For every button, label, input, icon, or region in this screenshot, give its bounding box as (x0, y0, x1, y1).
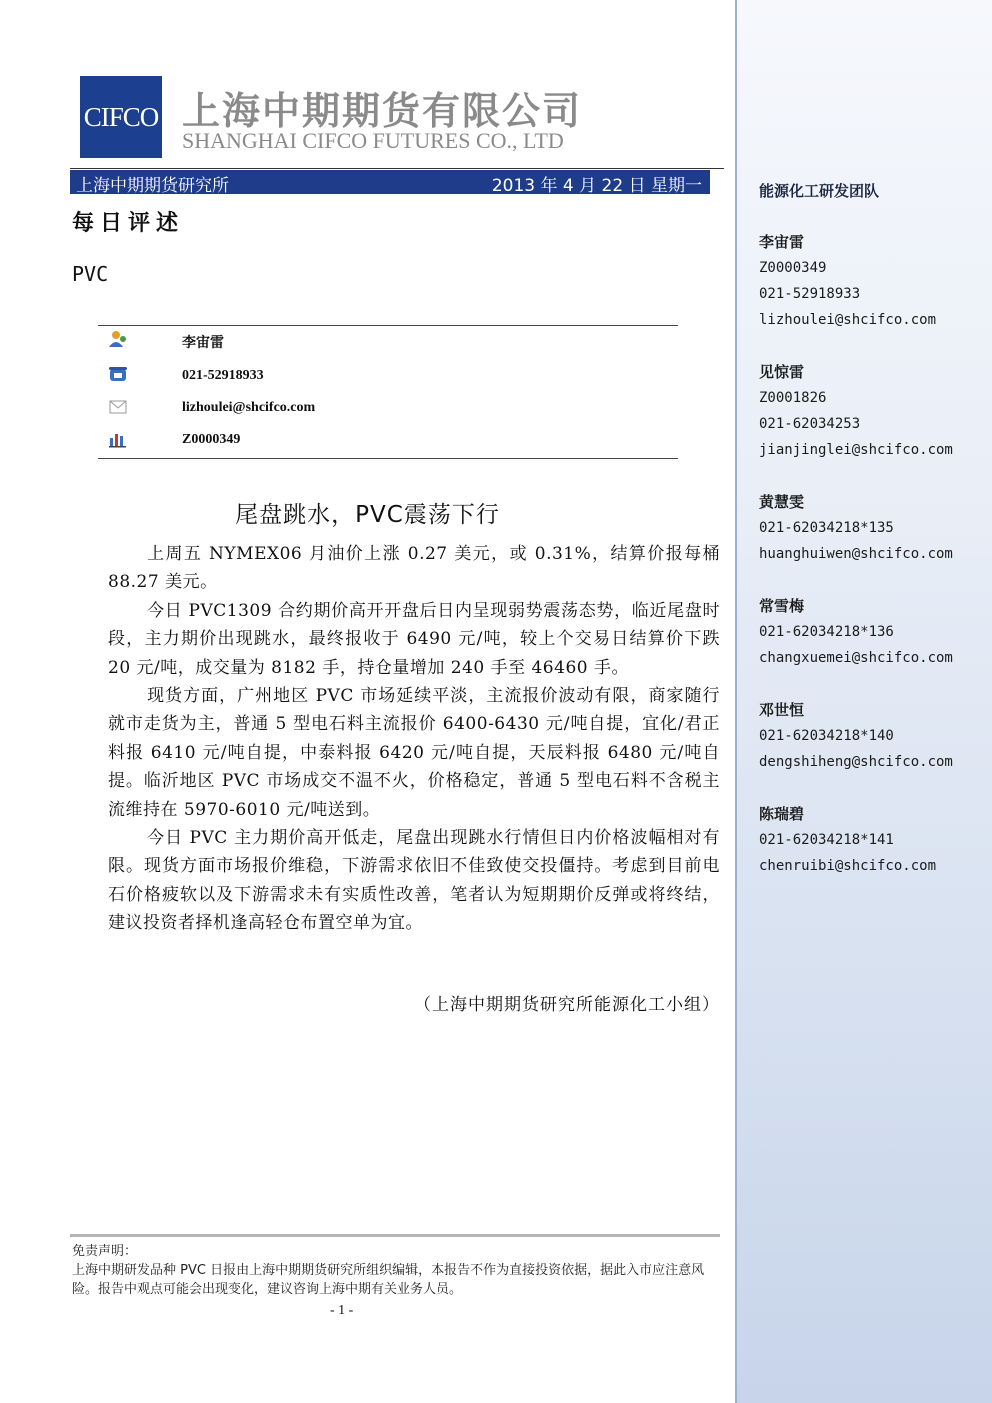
member-email: dengshiheng@shcifco.com (759, 754, 953, 770)
contact-divider-bottom (98, 458, 678, 459)
member-name: 见惊雷 (759, 363, 805, 381)
member-email: huanghuiwen@shcifco.com (759, 546, 953, 562)
team-member (759, 489, 953, 567)
contact-phone: 021-52918933 (182, 368, 264, 383)
team-member (759, 229, 936, 333)
article-signature: （上海中期期货研究所能源化工小组） (414, 995, 720, 1015)
disclaimer-title: 免责声明： (72, 1244, 138, 1259)
team-member (759, 593, 953, 671)
disclaimer-text: 上海中期研发品种 PVC 日报由上海中期期货研究所组织编辑，本报告不作为直接投资依据，据此入市应注意风险。报告中观点可能会出现变化，建议咨询上海中期有关业务人员。 (72, 1263, 705, 1297)
header-divider (70, 168, 724, 169)
contact-license: Z0000349 (182, 432, 241, 447)
company-name-en: SHANGHAI CIFCO FUTURES CO., LTD (182, 128, 564, 153)
institute-name: 上海中期期货研究所 (76, 176, 229, 196)
phone-icon (108, 366, 128, 384)
team-member (759, 697, 953, 775)
member-phone: 021-62034218*136 (759, 624, 894, 640)
member-name: 黄慧雯 (759, 493, 805, 511)
member-phone: 021-52918933 (759, 286, 861, 302)
article-paragraph: 今日 PVC 主力期价高开低走，尾盘出现跳水行情但日内价格波幅相对有限。现货方面市场报价维稳，下游需求依旧不佳致使交投僵持。考虑到目前电石价格疲软以及下游需求未有实质性改善，笔者认为短期期价反弹或将终结，建议投资者择机逢高轻仓布置空单为宜。 (108, 828, 720, 934)
section-title: 每日评述 (72, 211, 185, 236)
article-paragraph: 今日 PVC1309 合约期价高开开盘后日内呈现弱势震荡态势，临近尾盘时段，主力期价出现跳水，最终报收于 6490 元/吨，较上个交易日结算价下跌 20 元/吨，成交量为 8182 手，持仓量增加 240 手至 46460 手。 (108, 600, 720, 678)
page-number: - 1 - (330, 1303, 354, 1318)
contact-name: 李宙雷 (182, 336, 224, 351)
article-paragraph: 现货方面，广州地区 PVC 市场延续平淡，主流报价波动有限，商家随行就市走货为主，普通 5 型电石料主流报价 6400-6430 元/吨自提，宜化/君正料报 6410 元/吨自提，中泰料报 6420 元/吨自提，天辰料报 6480 元/吨自提。临沂地区 PVC 市场成交不温不火，价格稳定，普通 5 型电石料不含税主流维持在 5970-6010 元/吨送到。 (108, 686, 720, 820)
member-email: chenruibi@shcifco.com (759, 858, 937, 874)
team-title: 能源化工研发团队 (759, 182, 880, 200)
bar-chart-icon (108, 430, 128, 448)
member-email: changxuemei@shcifco.com (759, 650, 953, 666)
disclaimer (72, 1242, 722, 1299)
member-name: 陈瑞碧 (759, 805, 805, 823)
contact-divider-top (98, 325, 678, 326)
header-bar (70, 170, 710, 194)
article-title: 尾盘跳水，PVC震荡下行 (235, 502, 500, 528)
member-phone: 021-62034218*135 (759, 520, 894, 536)
report-date: 2013 年 4 月 22 日 星期一 (491, 176, 702, 196)
contact-email: lizhoulei@shcifco.com (182, 400, 316, 415)
member-phone: 021-62034218*140 (759, 728, 894, 744)
team-member (759, 801, 936, 879)
member-email: jianjinglei@shcifco.com (759, 442, 953, 458)
company-name-cn: 上海中期期货有限公司 (182, 89, 583, 133)
member-license: Z0000349 (759, 260, 827, 276)
company-logo (80, 76, 162, 158)
member-name: 李宙雷 (759, 233, 805, 251)
logo-text: CIFCO (83, 102, 159, 132)
product-name: PVC (72, 262, 109, 286)
member-phone: 021-62034218*141 (759, 832, 894, 848)
member-phone: 021-62034253 (759, 416, 861, 432)
person-icon (108, 330, 128, 348)
article-paragraph: 上周五 NYMEX06 月油价上涨 0.27 美元，或 0.31%，结算价报每桶 88.27 美元。 (108, 544, 720, 593)
member-license: Z0001826 (759, 390, 827, 406)
article-body (108, 540, 720, 938)
mail-icon (108, 398, 128, 416)
member-name: 邓世恒 (759, 701, 805, 719)
member-name: 常雪梅 (759, 597, 805, 615)
team-member (759, 359, 953, 463)
member-email: lizhoulei@shcifco.com (759, 312, 937, 328)
team-sidebar (735, 0, 992, 1403)
footer-divider (70, 1234, 720, 1237)
